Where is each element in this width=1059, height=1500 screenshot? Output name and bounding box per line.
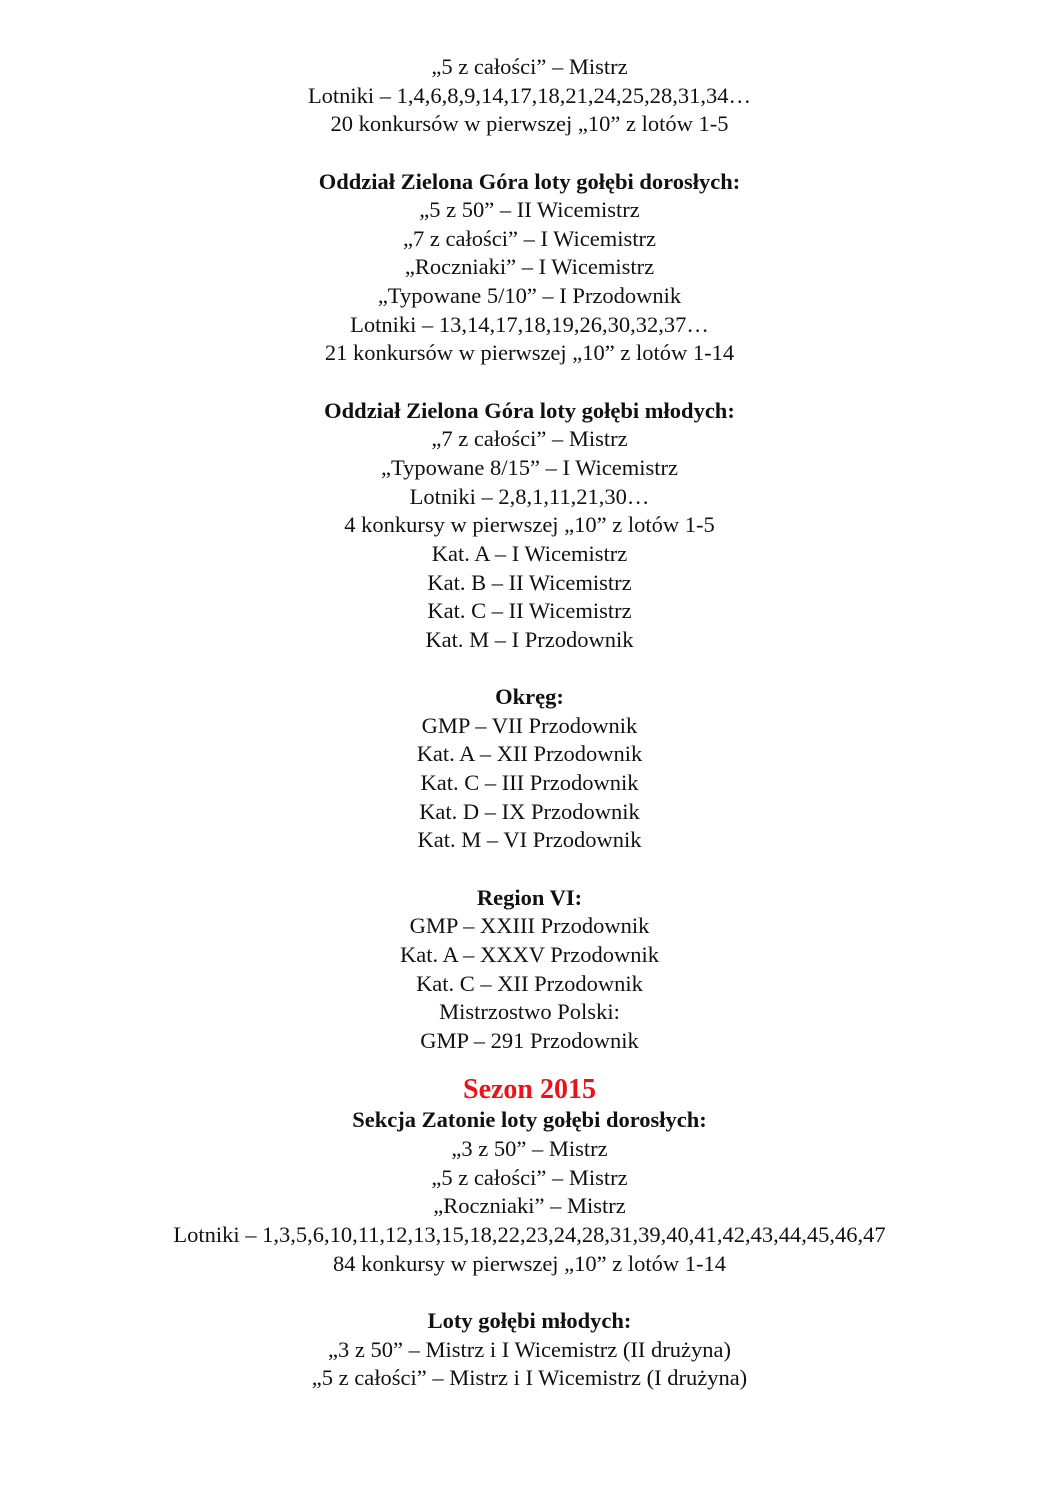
blank-line	[0, 855, 1059, 884]
result-line: „5 z całości” – Mistrz i I Wicemistrz (I drużyna)	[311, 1365, 748, 1391]
section-heading: Loty gołębi młodych:	[427, 1307, 632, 1333]
subheading-line: Mistrzostwo Polski:	[439, 999, 620, 1025]
category-line: Kat. B – II Wicemistrz	[427, 569, 632, 595]
result-line: GMP – XXIII Przodownik	[409, 913, 650, 939]
season-title: Sezon 2015	[463, 1074, 596, 1106]
lotniki-line: Lotniki – 1,3,5,6,10,11,12,13,15,18,22,23,24,28,31,39,40,41,42,43,44,45,46,47	[173, 1221, 886, 1247]
konkursy-line: 21 konkursów w pierwszej „10” z lotów 1-14	[324, 340, 735, 366]
category-line: Kat. A – XII Przodownik	[416, 741, 643, 767]
category-line: Kat. M – VI Przodownik	[417, 827, 642, 853]
konkursy-line: 84 konkursy w pierwszej „10” z lotów 1-14	[332, 1250, 727, 1276]
blank-line	[0, 1278, 1059, 1307]
konkursy-line: 4 konkursy w pierwszej „10” z lotów 1-5	[344, 512, 715, 538]
lotniki-line: Lotniki – 2,8,1,11,21,30…	[409, 483, 650, 509]
result-line: „3 z 50” – Mistrz	[451, 1136, 608, 1162]
blank-line	[0, 654, 1059, 683]
category-line: Kat. A – I Wicemistrz	[431, 540, 628, 566]
result-line: „5 z 50” – II Wicemistrz	[419, 197, 640, 223]
category-line: Kat. C – XII Przodownik	[416, 970, 643, 996]
category-line: Kat. C – III Przodownik	[420, 770, 639, 796]
result-line: „5 z całości” – Mistrz	[431, 1164, 628, 1190]
category-line: Kat. M – I Przodownik	[425, 626, 634, 652]
category-line: Kat. C – II Wicemistrz	[427, 598, 632, 624]
lotniki-line: Lotniki – 13,14,17,18,19,26,30,32,37…	[350, 311, 709, 337]
result-line: „7 z całości” – Mistrz	[431, 426, 628, 452]
section-heading: Region VI:	[476, 884, 583, 910]
lotniki-line: Lotniki – 1,4,6,8,9,14,17,18,21,24,25,28,31,34…	[307, 82, 752, 108]
result-line: „Typowane 8/15” – I Wicemistrz	[380, 454, 678, 480]
category-line: Kat. D – IX Przodownik	[419, 798, 640, 824]
result-line: „7 z całości” – I Wicemistrz	[403, 225, 656, 251]
okreg-section	[0, 683, 1059, 855]
konkursy-line: 20 konkursów w pierwszej „10” z lotów 1-5	[330, 111, 729, 137]
result-line: „Roczniaki” – I Wicemistrz	[404, 254, 655, 280]
section-heading: Oddział Zielona Góra loty gołębi dorosłych:	[318, 168, 741, 194]
result-line: GMP – 291 Przodownik	[420, 1027, 639, 1053]
blank-line	[0, 139, 1059, 168]
region-section	[0, 884, 1059, 1056]
intro-section	[0, 53, 1059, 139]
season-2015-section	[0, 1073, 1059, 1392]
result-line: „Roczniaki” – Mistrz	[433, 1193, 626, 1219]
blank-line	[0, 368, 1059, 397]
category-line: Kat. A – XXXV Przodownik	[400, 941, 659, 967]
document-page	[0, 53, 1059, 1393]
oddzial-dorosle-section	[0, 168, 1059, 368]
oddzial-mlode-section	[0, 397, 1059, 655]
section-heading: Sekcja Zatonie loty gołębi dorosłych:	[352, 1107, 707, 1133]
result-line: „Typowane 5/10” – I Przodownik	[377, 283, 682, 309]
section-heading: Okręg:	[495, 684, 564, 710]
section-heading: Oddział Zielona Góra loty gołębi młodych:	[324, 397, 735, 423]
result-line: „3 z 50” – Mistrz i I Wicemistrz (II drużyna)	[328, 1336, 731, 1362]
result-line: „5 z całości” – Mistrz	[431, 54, 628, 79]
result-line: GMP – VII Przodownik	[421, 712, 638, 738]
